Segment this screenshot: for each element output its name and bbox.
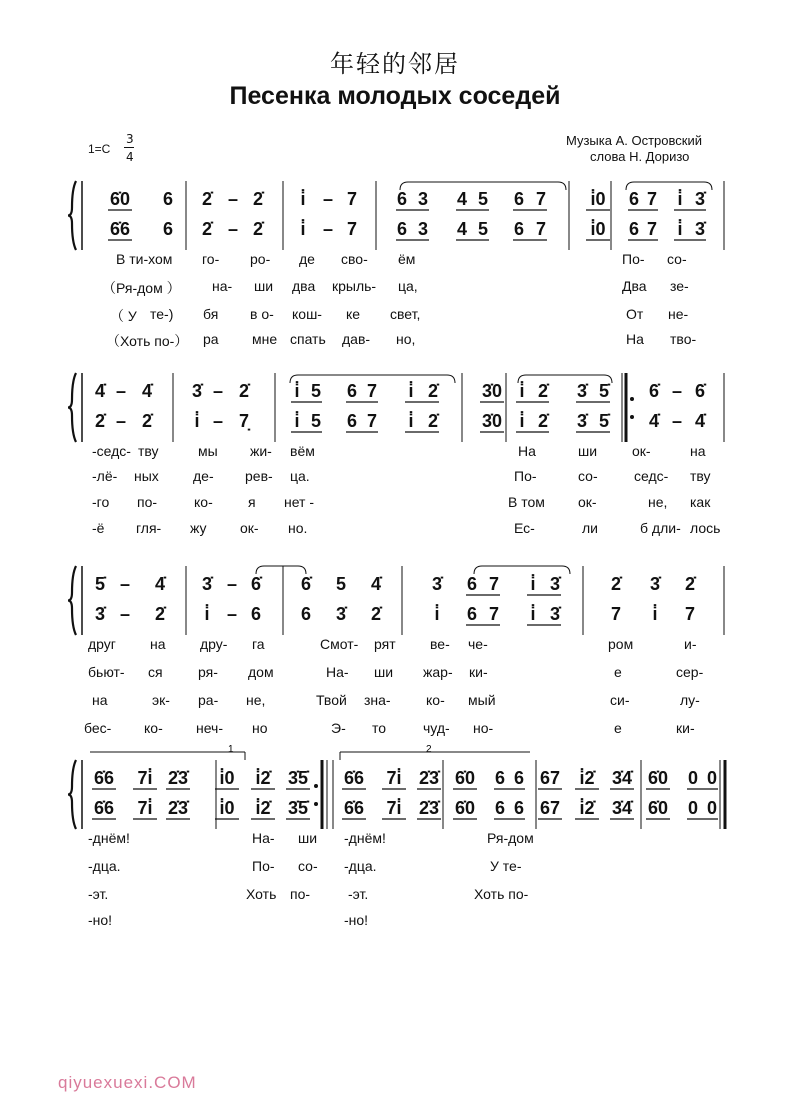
note-lower: 7: [684, 604, 696, 624]
lyric-syllable: ки-: [676, 720, 695, 736]
lyric-syllable: ши: [254, 278, 274, 294]
note-upper: i̇: [300, 189, 306, 209]
note-upper: 6̇6: [93, 768, 115, 788]
lyric-syllable: не,: [648, 494, 668, 510]
lyric-syllable: и-: [684, 636, 697, 652]
lyric-syllable: кош-: [292, 306, 322, 322]
lyric-syllable: но.: [288, 520, 308, 536]
watermark: qiyuexuexi.COM: [58, 1073, 197, 1092]
repeat-dot: [314, 784, 318, 788]
note-upper: 4̇: [94, 381, 106, 401]
lyric-syllable: ши: [578, 443, 598, 459]
lyric-syllable: те-): [150, 306, 174, 322]
lyric-syllable: ра-: [198, 692, 219, 708]
note-upper: –: [227, 189, 239, 209]
lyric-syllable: мый: [468, 692, 496, 708]
note-upper: 7: [535, 189, 547, 209]
lyric-syllable: по-: [137, 494, 158, 510]
note-upper: 6̇: [250, 574, 262, 594]
note-upper: –: [322, 189, 334, 209]
lyric-syllable: неч-: [196, 720, 224, 736]
note-lower: 5̇: [598, 411, 610, 431]
lyric-syllable: сер-: [676, 664, 704, 680]
lyric-syllable: мы: [198, 443, 218, 459]
lyric-syllable: жар-: [423, 664, 453, 680]
note-lower: 2̇: [537, 411, 549, 431]
note-lower: 6: [396, 219, 408, 239]
note-upper: 7i̇: [386, 768, 402, 788]
lyric-syllable: со-: [578, 468, 598, 484]
lyric-syllable: -днём!: [344, 830, 386, 846]
lyric-syllable: ко-: [194, 494, 213, 510]
note-lower: –: [226, 604, 238, 624]
slur: [256, 566, 306, 574]
lyric-syllable: -но!: [344, 912, 369, 928]
slur: [474, 566, 570, 574]
repeat-dot: [314, 802, 318, 806]
lyric-syllable: седс-: [634, 468, 669, 484]
note-lower: 7: [610, 604, 622, 624]
lyric-syllable: ро-: [250, 251, 271, 267]
lyric-syllable: де: [299, 251, 315, 267]
score-brace: [68, 373, 76, 442]
lyric-syllable: рят: [374, 636, 396, 652]
note-upper: 2̇: [684, 574, 696, 594]
lyric-syllable: спать: [290, 331, 326, 347]
lyric-syllable: рев-: [245, 468, 273, 484]
lyric-syllable: мне: [252, 331, 278, 347]
lyric-syllable: вём: [290, 443, 315, 459]
note-upper: –: [226, 574, 238, 594]
note-upper: i̇: [519, 381, 525, 401]
lyric-syllable: тву: [138, 443, 159, 459]
lyric-syllable: На-: [326, 664, 349, 680]
note-upper: 6: [628, 189, 640, 209]
lyric-syllable: ок-: [632, 443, 651, 459]
note-lower: –: [671, 411, 683, 431]
time-signature-bottom: 4: [126, 150, 134, 164]
lyric-syllable: ных: [134, 468, 159, 484]
note-lower: i̇: [434, 604, 440, 624]
lyric-syllable: ок-: [578, 494, 597, 510]
note-upper: 3̇5̇: [287, 768, 309, 788]
note-lower: 6̇0: [647, 798, 669, 818]
note-lower: i̇0: [219, 798, 235, 818]
note-upper: –: [212, 381, 224, 401]
lyric-syllable: б дли-: [640, 520, 681, 536]
note-lower: –: [227, 219, 239, 239]
note-lower: 7: [535, 219, 547, 239]
note-lower: i̇: [408, 411, 414, 431]
note-upper: 6: [513, 189, 525, 209]
lyric-syllable: ок-: [240, 520, 259, 536]
lyric-syllable: -эт.: [348, 886, 369, 902]
note-upper: 2̇: [238, 381, 250, 401]
note-lower: 2̇: [94, 411, 106, 431]
lyric-syllable: че-: [468, 636, 488, 652]
note-upper: 6̇0: [647, 768, 669, 788]
note-upper: –: [671, 381, 683, 401]
note-upper: 2̇3̇: [167, 768, 189, 788]
note-lower: 2̇: [252, 219, 264, 239]
note-lower: 7̣: [238, 411, 250, 431]
note-lower: 6̇0: [454, 798, 476, 818]
note-lower: 2̇: [427, 411, 439, 431]
lyric-syllable: дом: [248, 664, 274, 680]
score-brace: [68, 566, 76, 635]
lyric-syllable: сво-: [341, 251, 368, 267]
lyric-syllable: ца.: [290, 468, 310, 484]
note-upper: 3̇: [191, 381, 203, 401]
lyric-syllable: бьют-: [88, 664, 125, 680]
note-upper: 2̇: [610, 574, 622, 594]
lyric-syllable: ки-: [469, 664, 488, 680]
note-lower: 7: [366, 411, 378, 431]
note-lower: –: [119, 604, 131, 624]
note-upper: 6: [466, 574, 478, 594]
note-upper: 6̇: [300, 574, 312, 594]
lyric-syllable: дав-: [342, 331, 371, 347]
note-lower: 2̇3̇: [418, 798, 440, 818]
lyric-syllable: ря-: [198, 664, 218, 680]
lyric-syllable: （ У: [110, 308, 137, 324]
note-lower: 4̇: [694, 411, 706, 431]
note-lower: 0: [687, 798, 699, 818]
note-lower: 7i̇: [386, 798, 402, 818]
note-lower: i̇2̇: [255, 798, 271, 818]
lyric-syllable: Э-: [331, 720, 346, 736]
lyric-syllable: по-: [290, 886, 311, 902]
note-lower: 2̇: [141, 411, 153, 431]
note-upper: i̇: [677, 189, 683, 209]
note-upper: 6̇0: [454, 768, 476, 788]
lyric-syllable: От: [626, 306, 644, 322]
lyric-syllable: на-: [212, 278, 233, 294]
lyric-syllable: По-: [252, 858, 275, 874]
note-lower: 4̇: [648, 411, 660, 431]
lyric-syllable: Ря-дом: [487, 830, 534, 846]
note-lower: i̇: [519, 411, 525, 431]
lyric-syllable: На: [518, 443, 536, 459]
note-upper: 7i̇: [137, 768, 153, 788]
lyricist-credit: слова Н. Доризо: [590, 149, 690, 164]
note-upper: 2̇3̇: [418, 768, 440, 788]
lyric-syllable: На-: [252, 830, 275, 846]
lyric-syllable: Два: [622, 278, 647, 294]
lyric-syllable: чуд-: [423, 720, 450, 736]
note-lower: i̇2̇: [579, 798, 595, 818]
note-upper: 6̇: [694, 381, 706, 401]
note-lower: i̇: [194, 411, 200, 431]
lyric-syllable: не-: [668, 306, 689, 322]
note-upper: 5: [477, 189, 489, 209]
lyric-syllable: бес-: [84, 720, 112, 736]
lyric-syllable: -лё-: [92, 468, 118, 484]
lyric-syllable: -ё: [92, 520, 105, 536]
time-signature-top: 3: [126, 132, 134, 146]
lyric-syllable: дру-: [200, 636, 228, 652]
lyric-syllable: У те-: [490, 858, 522, 874]
note-upper: 4̇: [154, 574, 166, 594]
lyric-syllable: си-: [610, 692, 630, 708]
note-lower: 3̇: [549, 604, 561, 624]
lyric-syllable: два: [292, 278, 316, 294]
note-upper: 7: [366, 381, 378, 401]
note-lower: 7: [346, 219, 358, 239]
note-lower: 5: [310, 411, 322, 431]
note-lower: 6: [628, 219, 640, 239]
lyric-syllable: ли: [582, 520, 598, 536]
lyric-syllable: крыль-: [332, 278, 377, 294]
lyric-syllable: ши: [298, 830, 318, 846]
note-lower: i̇: [677, 219, 683, 239]
note-lower: 2̇: [154, 604, 166, 624]
note-upper: 7: [488, 574, 500, 594]
lyric-syllable: ве-: [430, 636, 450, 652]
note-lower: 6: [346, 411, 358, 431]
note-lower: 7: [646, 219, 658, 239]
note-upper: 0: [687, 768, 699, 788]
note-lower: 7i̇: [137, 798, 153, 818]
note-lower: 6: [513, 219, 525, 239]
lyric-syllable: на: [92, 692, 108, 708]
note-lower: i̇: [204, 604, 210, 624]
note-upper: 3̇: [576, 381, 588, 401]
lyric-syllable: га: [252, 636, 265, 652]
note-upper: i̇: [530, 574, 536, 594]
note-lower: 3̇: [94, 604, 106, 624]
note-upper: 3̇: [549, 574, 561, 594]
note-upper: 5: [310, 381, 322, 401]
note-lower: 2̇: [370, 604, 382, 624]
lyric-syllable: -дца.: [88, 858, 121, 874]
lyric-syllable: в о-: [250, 306, 274, 322]
note-upper: 2̇: [201, 189, 213, 209]
note-upper: 3̇: [694, 189, 706, 209]
lyric-syllable: -дца.: [344, 858, 377, 874]
note-lower: –: [115, 411, 127, 431]
note-upper: i̇2̇: [579, 768, 595, 788]
note-upper: 6: [396, 189, 408, 209]
note-lower: –: [212, 411, 224, 431]
note-upper: 3̇: [201, 574, 213, 594]
note-upper: 3̇: [649, 574, 661, 594]
lyric-syllable: но-: [473, 720, 494, 736]
lyric-syllable: -седс-: [92, 443, 131, 459]
note-upper: 67: [539, 768, 561, 788]
note-upper: 6: [346, 381, 358, 401]
note-lower: 3̇0: [481, 411, 503, 431]
lyric-syllable: По-: [622, 251, 645, 267]
title-chinese: 年轻的邻居: [330, 50, 460, 78]
lyric-syllable: ра: [203, 331, 219, 347]
note-lower: i̇: [652, 604, 658, 624]
lyric-syllable: На: [626, 331, 644, 347]
score-brace: [68, 760, 76, 829]
lyric-syllable: жу: [190, 520, 207, 536]
lyric-syllable: нет -: [284, 494, 315, 510]
lyric-syllable: ко-: [426, 692, 445, 708]
lyric-syllable: гля-: [136, 520, 162, 536]
lyric-syllable: не,: [246, 692, 266, 708]
slur: [518, 375, 612, 383]
note-upper: 3: [417, 189, 429, 209]
note-lower: 3̇5̇: [287, 798, 309, 818]
note-upper: 7: [346, 189, 358, 209]
lyric-syllable: со-: [298, 858, 318, 874]
lyric-syllable: е: [614, 720, 622, 736]
score-brace: [68, 181, 76, 250]
lyric-syllable: зна-: [364, 692, 391, 708]
note-upper: –: [115, 381, 127, 401]
note-upper: i̇: [294, 381, 300, 401]
note-upper: 5̇: [598, 381, 610, 401]
lyric-syllable: эк-: [152, 692, 170, 708]
lyric-syllable: В ти-хом: [116, 251, 173, 267]
note-upper: 6: [162, 189, 174, 209]
note-lower: 6: [513, 798, 525, 818]
volta-1-label: 1: [228, 744, 234, 755]
note-upper: 0: [706, 768, 718, 788]
note-upper: 6: [494, 768, 506, 788]
note-upper: 3̇: [431, 574, 443, 594]
note-upper: 2̇: [252, 189, 264, 209]
lyric-syllable: -днём!: [88, 830, 130, 846]
note-lower: 4: [456, 219, 468, 239]
note-lower: 7: [488, 604, 500, 624]
lyric-syllable: ца,: [398, 278, 418, 294]
lyric-syllable: со-: [667, 251, 687, 267]
note-upper: 5: [335, 574, 347, 594]
note-lower: 6̇6: [109, 219, 131, 239]
note-upper: 2̇: [537, 381, 549, 401]
note-lower: 6: [300, 604, 312, 624]
note-upper: –: [119, 574, 131, 594]
lyric-syllable: ши: [374, 664, 394, 680]
note-upper: i̇: [408, 381, 414, 401]
lyric-syllable: как: [690, 494, 711, 510]
lyric-syllable: на: [150, 636, 166, 652]
note-upper: 6: [513, 768, 525, 788]
note-upper: 6̇6: [343, 768, 365, 788]
note-lower: 6: [466, 604, 478, 624]
repeat-dot: [630, 397, 634, 401]
note-lower: 6̇6: [343, 798, 365, 818]
lyric-syllable: жи-: [250, 443, 272, 459]
note-upper: 5̇: [94, 574, 106, 594]
lyric-syllable: （Хоть по-）: [106, 333, 189, 349]
note-lower: i̇: [294, 411, 300, 431]
title-russian: Песенка молодых соседей: [229, 82, 561, 110]
note-lower: i̇0: [590, 219, 606, 239]
lyric-syllable: ко-: [144, 720, 163, 736]
note-upper: 2̇: [427, 381, 439, 401]
composer-credit: Музыка А. Островский: [566, 133, 702, 148]
lyric-syllable: я: [248, 494, 256, 510]
lyric-syllable: -го: [92, 494, 110, 510]
lyric-syllable: на: [690, 443, 706, 459]
note-upper: i̇0: [219, 768, 235, 788]
lyric-syllable: зе-: [670, 278, 689, 294]
note-lower: 3̇: [694, 219, 706, 239]
note-lower: 67: [539, 798, 561, 818]
lyric-syllable: Смот-: [320, 636, 359, 652]
note-lower: i̇: [530, 604, 536, 624]
note-lower: 6: [494, 798, 506, 818]
lyric-syllable: ром: [608, 636, 634, 652]
lyric-syllable: го-: [202, 251, 220, 267]
note-upper: 4̇: [141, 381, 153, 401]
note-upper: 4̇: [370, 574, 382, 594]
lyric-syllable: В том: [508, 494, 545, 510]
lyric-syllable: но: [252, 720, 268, 736]
lyric-syllable: Хоть по-: [474, 886, 529, 902]
lyric-syllable: но,: [396, 331, 416, 347]
lyric-syllable: е: [614, 664, 622, 680]
note-upper: 3̇0: [481, 381, 503, 401]
note-lower: 6: [162, 219, 174, 239]
lyric-syllable: -эт.: [88, 886, 109, 902]
note-lower: –: [322, 219, 334, 239]
lyric-syllable: Хоть: [246, 886, 277, 902]
note-lower: 3̇: [335, 604, 347, 624]
lyric-syllable: тву: [690, 468, 711, 484]
note-lower: 3̇4̇: [611, 798, 633, 818]
lyric-syllable: ём: [398, 251, 416, 267]
lyric-syllable: лось: [690, 520, 721, 536]
lyric-syllable: бя: [203, 306, 219, 322]
lyric-syllable: ся: [148, 664, 163, 680]
lyric-syllable: друг: [88, 636, 116, 652]
lyric-syllable: тво-: [670, 331, 697, 347]
lyric-syllable: ке: [346, 306, 361, 322]
note-lower: 6: [250, 604, 262, 624]
lyric-syllable: лу-: [680, 692, 700, 708]
note-lower: 2̇3̇: [167, 798, 189, 818]
volta-2-label: 2: [426, 744, 432, 755]
lyric-syllable: Ес-: [514, 520, 535, 536]
lyric-syllable: Твой: [316, 692, 347, 708]
lyric-syllable: свет,: [390, 306, 421, 322]
lyric-syllable: то: [372, 720, 387, 736]
note-lower: 3̇: [576, 411, 588, 431]
key-signature: 1=C: [88, 142, 111, 156]
note-upper: 6̇0: [109, 189, 131, 209]
lyric-syllable: -но!: [88, 912, 113, 928]
note-upper: i̇2̇: [255, 768, 271, 788]
note-lower: 3: [417, 219, 429, 239]
note-lower: 5: [477, 219, 489, 239]
note-lower: i̇: [300, 219, 306, 239]
note-lower: 0: [706, 798, 718, 818]
note-upper: i̇0: [590, 189, 606, 209]
lyric-syllable: де-: [193, 468, 214, 484]
lyric-syllable: （Ря-дом ）: [102, 280, 181, 296]
note-upper: 4: [456, 189, 468, 209]
note-upper: 3̇4̇: [611, 768, 633, 788]
note-upper: 6̇: [648, 381, 660, 401]
lyric-syllable: По-: [514, 468, 537, 484]
note-upper: 7: [646, 189, 658, 209]
repeat-dot: [630, 415, 634, 419]
note-lower: 2̇: [201, 219, 213, 239]
note-lower: 6̇6: [93, 798, 115, 818]
